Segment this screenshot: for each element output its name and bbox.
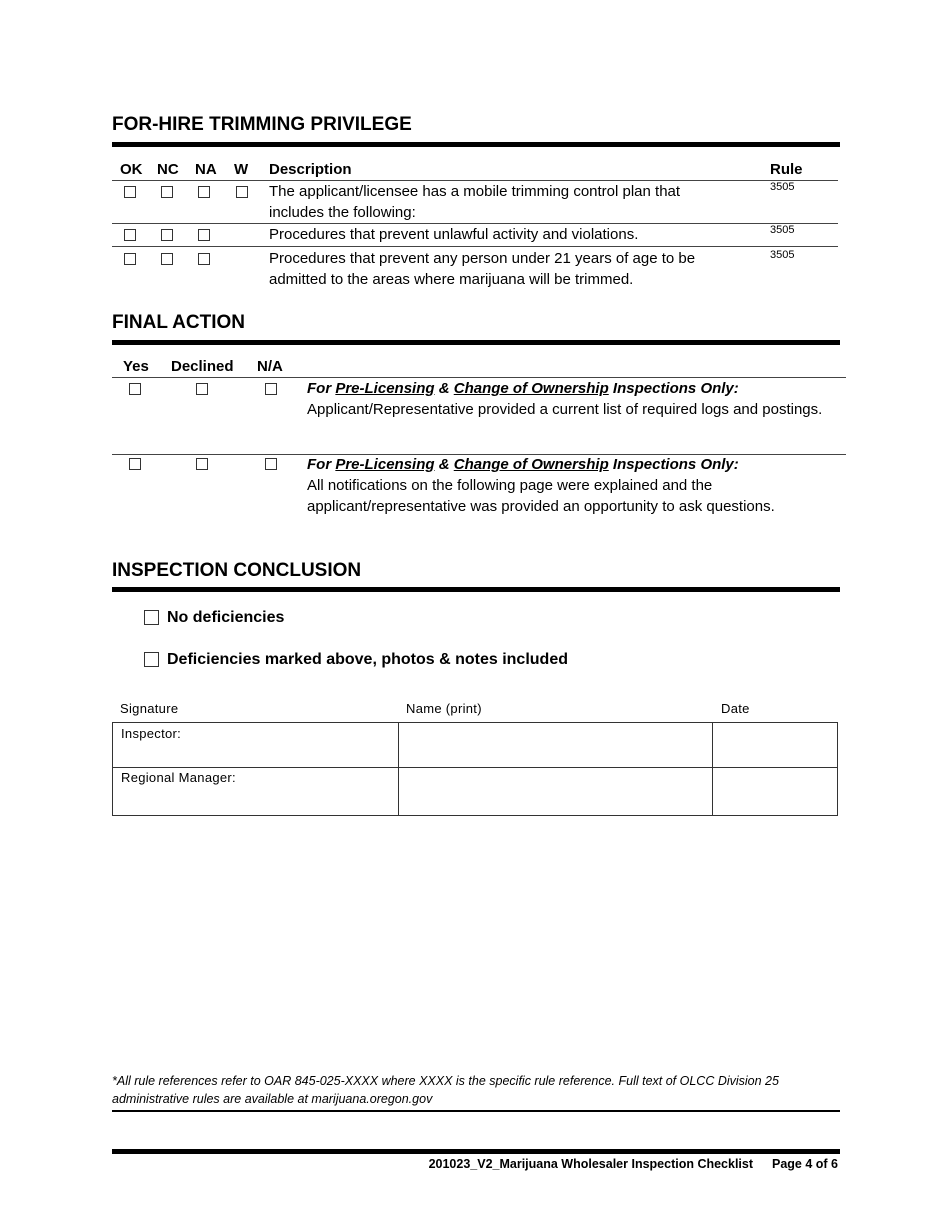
trimming-row-3-description: Procedures that prevent any person under 21 years of age to be admitted to the areas where marijuana will be trimmed. <box>269 250 696 288</box>
page-number: Page 4 of 6 <box>772 1157 838 1171</box>
lead-change-ownership: Change of Ownership <box>453 456 609 473</box>
ok-checkbox[interactable] <box>124 253 136 265</box>
na-checkbox[interactable] <box>198 186 210 198</box>
final-action-row-1-body: Applicant/Representative provided a current list of required logs and postings. <box>307 401 823 418</box>
declined-checkbox[interactable] <box>196 383 208 395</box>
inspector-signature-cell[interactable] <box>113 723 398 767</box>
inspector-name-cell[interactable] <box>399 723 712 767</box>
final-action-row-2-text <box>307 454 847 517</box>
col-header-na: N/A <box>257 358 283 375</box>
conclusion-divider <box>112 587 840 592</box>
lead-change-ownership: Change of Ownership <box>453 380 609 397</box>
trimming-row-divider <box>112 246 838 247</box>
na-checkbox[interactable] <box>265 458 277 470</box>
na-checkbox[interactable] <box>198 253 210 265</box>
nc-checkbox[interactable] <box>161 229 173 241</box>
final-action-lead <box>307 378 827 399</box>
deficiencies-label: Deficiencies marked above, photos & notes included <box>167 651 568 668</box>
conclusion-title: INSPECTION CONCLUSION <box>112 560 362 581</box>
footnote-divider <box>112 1110 840 1112</box>
document-name: 201023_V2_Marijuana Wholesaler Inspection Checklist <box>428 1157 754 1171</box>
name-print-header: Name (print) <box>406 701 482 716</box>
lead-for: For <box>307 456 332 473</box>
deficiencies-checkbox[interactable] <box>144 652 159 667</box>
nc-checkbox[interactable] <box>161 186 173 198</box>
regional-manager-label: Regional Manager: <box>121 770 236 785</box>
col-header-description: Description <box>269 161 352 178</box>
nc-checkbox[interactable] <box>161 253 173 265</box>
inspector-label: Inspector: <box>121 726 182 741</box>
col-header-declined: Declined <box>171 358 234 375</box>
col-header-nc: NC <box>157 161 179 178</box>
trimming-title-divider <box>112 142 840 147</box>
trimming-row-3-rule: 3505 <box>770 249 795 261</box>
final-action-row-2-body: All notifications on the following page were explained and the applicant/representative was provided an opportunity to ask questions. <box>307 477 775 515</box>
no-deficiencies-checkbox[interactable] <box>144 610 159 625</box>
lead-amp: & <box>438 456 450 473</box>
w-checkbox[interactable] <box>236 186 248 198</box>
ok-checkbox[interactable] <box>124 229 136 241</box>
signature-header: Signature <box>120 701 179 716</box>
footer-divider <box>112 1149 840 1154</box>
final-action-divider <box>112 340 840 345</box>
lead-inspections-only: Inspections Only: <box>612 456 739 473</box>
lead-pre-licensing: Pre-Licensing <box>335 380 435 397</box>
col-header-ok: OK <box>120 161 143 178</box>
lead-inspections-only: Inspections Only: <box>612 380 739 397</box>
trimming-row-1-description: The applicant/licensee has a mobile trimming control plan that includes the following: <box>269 183 681 221</box>
rule-reference-footnote: *All rule references refer to OAR 845-025-XXXX where XXXX is the specific rule reference. Full text of OLCC Division 25 administrative rules are available at marijuana.oregon.gov <box>112 1074 779 1106</box>
trimming-row-2-description: Procedures that prevent unlawful activity and violations. <box>269 226 639 243</box>
no-deficiencies-label: No deficiencies <box>167 609 285 626</box>
yes-checkbox[interactable] <box>129 458 141 470</box>
trimming-section-title: FOR-HIRE TRIMMING PRIVILEGE <box>112 114 412 135</box>
lead-amp: & <box>438 380 450 397</box>
na-checkbox[interactable] <box>265 383 277 395</box>
regional-manager-name-cell[interactable] <box>399 768 712 815</box>
lead-pre-licensing: Pre-Licensing <box>335 456 435 473</box>
col-header-rule: Rule <box>770 161 803 178</box>
final-action-title: FINAL ACTION <box>112 312 245 333</box>
trimming-row-2-rule: 3505 <box>770 224 795 236</box>
signature-table <box>112 722 838 816</box>
lead-for: For <box>307 380 332 397</box>
inspector-date-cell[interactable] <box>713 723 837 767</box>
final-action-row-1-text <box>307 378 827 420</box>
regional-manager-date-cell[interactable] <box>713 768 837 815</box>
na-checkbox[interactable] <box>198 229 210 241</box>
date-header: Date <box>721 701 750 716</box>
col-header-w: W <box>234 161 249 178</box>
yes-checkbox[interactable] <box>129 383 141 395</box>
declined-checkbox[interactable] <box>196 458 208 470</box>
final-action-lead <box>307 454 847 475</box>
col-header-na: NA <box>195 161 217 178</box>
col-header-yes: Yes <box>123 358 149 375</box>
regional-manager-signature-cell[interactable] <box>113 768 398 815</box>
page-footer <box>429 1157 838 1171</box>
ok-checkbox[interactable] <box>124 186 136 198</box>
trimming-row-1-rule: 3505 <box>770 181 795 193</box>
